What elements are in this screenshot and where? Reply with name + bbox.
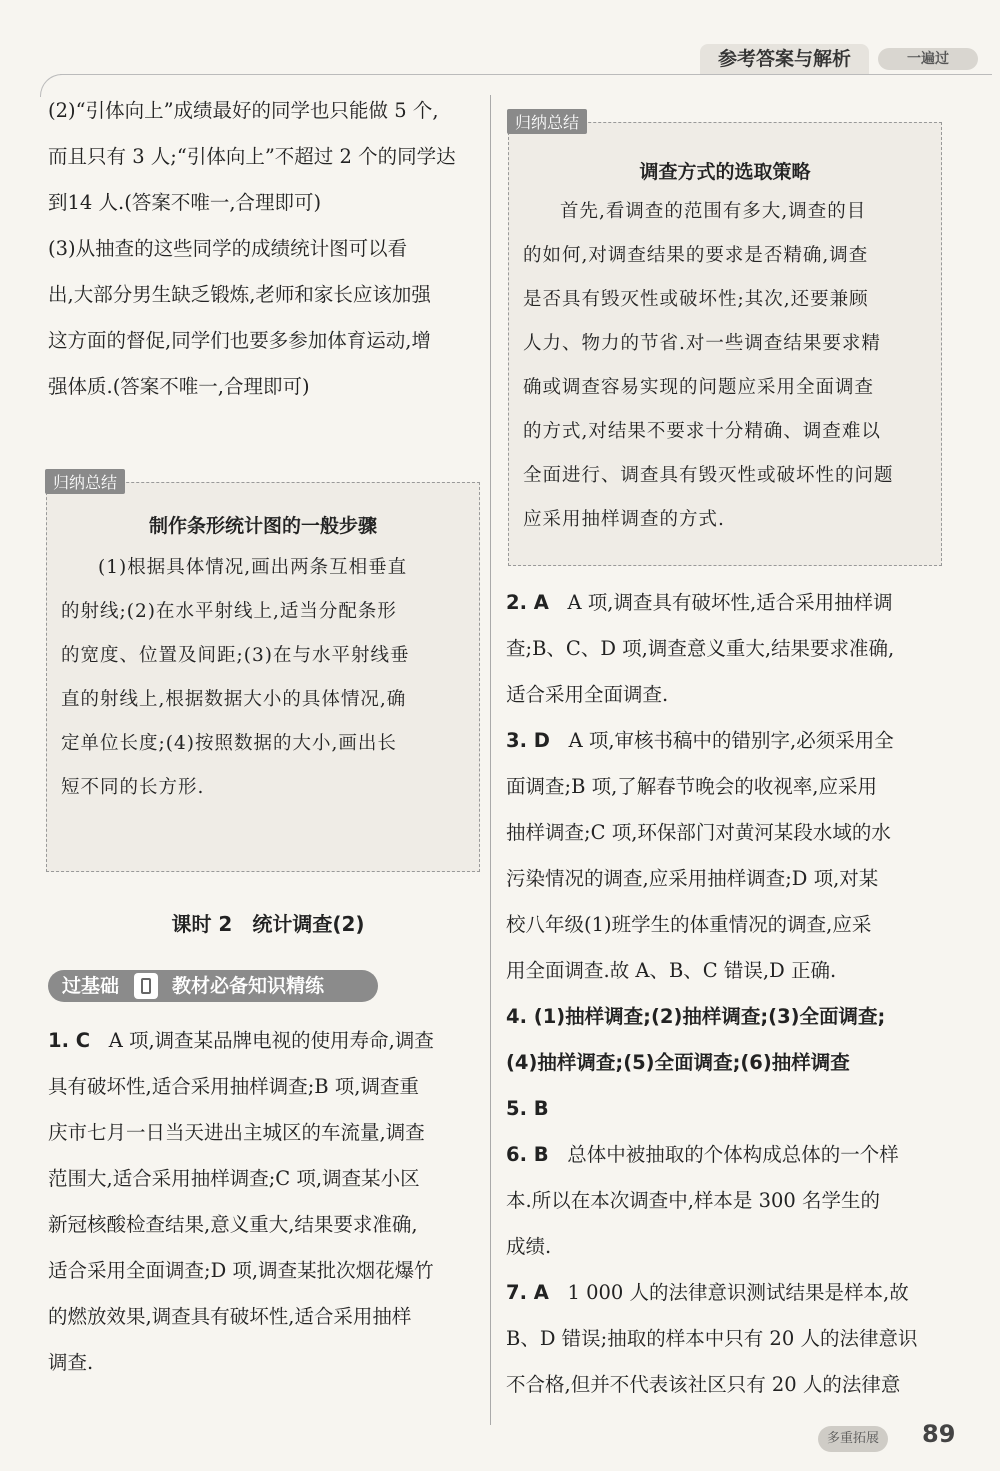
answer-line: A 项,调查具有破坏性,适合采用抽样调 [567, 591, 893, 614]
page-number: 89 [922, 1420, 956, 1448]
question-number: 7. A [506, 1281, 549, 1304]
answer-line: 的燃放效果,调查具有破坏性,适合采用抽样 [48, 1305, 412, 1328]
answer-line: 这方面的督促,同学们也要多参加体育运动,增 [48, 329, 431, 352]
answer-line: 新冠核酸检查结果,意义重大,结果要求准确, [48, 1213, 418, 1236]
summary-tag: 归纳总结 [45, 469, 125, 494]
lesson-title: 课时 2 统计调查(2) [171, 912, 365, 936]
answer-line: (3)从抽查的这些同学的成绩统计图可以看 [48, 237, 408, 260]
brand-logo: 一遍过 [878, 48, 978, 70]
summary-line: 人力、物力的节省.对一些调查结果要求精 [523, 333, 881, 354]
summary-line: 应采用抽样调查的方式. [523, 509, 725, 530]
summary-box-bar-chart [46, 473, 480, 872]
answer-line: 强体质.(答案不唯一,合理即可) [48, 375, 310, 398]
answer-line: 总体中被抽取的个体构成总体的一个样 [567, 1143, 899, 1166]
answer-line: 本.所以在本次调查中,样本是 300 名学生的 [506, 1189, 881, 1212]
summary-line: 的射线;(2)在水平射线上,适当分配条形 [61, 601, 397, 622]
summary-line: 的宽度、位置及间距;(3)在与水平射线垂 [61, 645, 410, 666]
question-number: 6. B [506, 1143, 549, 1166]
answer-line: (1)抽样调查;(2)抽样调查;(3)全面调查; [533, 1005, 886, 1028]
answer-line: 调查. [48, 1351, 94, 1374]
question-number: 5. B [506, 1097, 549, 1120]
summary-title: 制作条形统计图的一般步骤 [148, 515, 377, 537]
question-number: 1. C [48, 1029, 91, 1052]
answer-line: 污染情况的调查,应采用抽样调查;D 项,对某 [506, 867, 879, 890]
question-number: 4. [506, 1005, 527, 1028]
answer-line: 适合采用全面调查;D 项,调查某批次烟花爆竹 [48, 1259, 434, 1282]
banner-right: 教材必备知识精练 [172, 975, 325, 997]
answer-line: A 项,调查某品牌电视的使用寿命,调查 [108, 1029, 434, 1052]
answer-line: 查;B、C、D 项,调查意义重大,结果要求准确, [506, 637, 895, 660]
question-number: 3. D [506, 729, 550, 752]
summary-tag: 归纳总结 [507, 109, 587, 134]
answer-line: (2)“引体向上”成绩最好的同学也只能做 5 个, [48, 99, 439, 122]
question-number: 2. A [506, 591, 549, 614]
footer-label: 多重拓展 [818, 1426, 888, 1452]
section-banner [48, 970, 378, 1002]
answer-line: 不合格,但并不代表该社区只有 20 人的法律意 [506, 1373, 901, 1396]
answer-line: 1 000 人的法律意识测试结果是样本,故 [567, 1281, 909, 1304]
summary-line: 短不同的长方形. [61, 777, 205, 798]
left-column [48, 88, 488, 410]
book-icon [134, 973, 158, 999]
summary-line: 确或调查容易实现的问题应采用全面调查 [523, 377, 875, 398]
summary-line: 直的射线上,根据数据大小的具体情况,确 [61, 689, 407, 710]
summary-line: (1)根据具体情况,画出两条互相垂直 [98, 557, 408, 578]
answer-line: B、D 错误;抽取的样本中只有 20 人的法律意识 [506, 1327, 918, 1350]
answer-line: 校八年级(1)班学生的体重情况的调查,应采 [506, 913, 872, 936]
summary-box-survey [508, 113, 942, 566]
answer-line: 适合采用全面调查. [506, 683, 669, 706]
summary-line: 的方式,对结果不要求十分精确、调查难以 [523, 421, 881, 442]
answer-line: 面调查;B 项,了解春节晚会的收视率,应采用 [506, 775, 877, 798]
header-tab: 参考答案与解析 [700, 44, 869, 74]
answer-line: 出,大部分男生缺乏锻炼,老师和家长应该加强 [48, 283, 431, 306]
answer-line: 抽样调查;C 项,环保部门对黄河某段水域的水 [506, 821, 891, 844]
summary-line: 是否具有毁灭性或破坏性;其次,还要兼顾 [523, 289, 869, 310]
answer-line: 范围大,适合采用抽样调查;C 项,调查某小区 [48, 1167, 420, 1190]
summary-title: 调查方式的选取策略 [639, 161, 811, 183]
summary-line: 的如何,对调查结果的要求是否精确,调查 [523, 245, 869, 266]
answer-line: A 项,审核书稿中的错别字,必须采用全 [568, 729, 894, 752]
header [700, 40, 1000, 76]
banner-left: 过基础 [62, 975, 120, 997]
answer-line: 成绩. [506, 1235, 552, 1258]
answer-line: 用全面调查.故 A、B、C 错误,D 正确. [506, 959, 837, 982]
right-answers [506, 580, 946, 1408]
summary-line: 定单位长度;(4)按照数据的大小,画出长 [61, 733, 397, 754]
answer-line: 具有破坏性,适合采用抽样调查;B 项,调查重 [48, 1075, 419, 1098]
answer-line: (4)抽样调查;(5)全面调查;(6)抽样调查 [506, 1051, 850, 1074]
answer-line: 而且只有 3 人;“引体向上”不超过 2 个的同学达 [48, 145, 456, 168]
page-footer [818, 1420, 968, 1454]
answer-line: 到14 人.(答案不唯一,合理即可) [48, 191, 322, 214]
column-divider [490, 95, 491, 1425]
top-rule [60, 74, 992, 75]
question-1 [48, 1018, 488, 1386]
summary-line: 全面进行、调查具有毁灭性或破坏性的问题 [523, 465, 894, 486]
answer-line: 庆市七月一日当天进出主城区的车流量,调查 [48, 1121, 425, 1144]
summary-line: 首先,看调查的范围有多大,调查的目 [560, 201, 867, 222]
